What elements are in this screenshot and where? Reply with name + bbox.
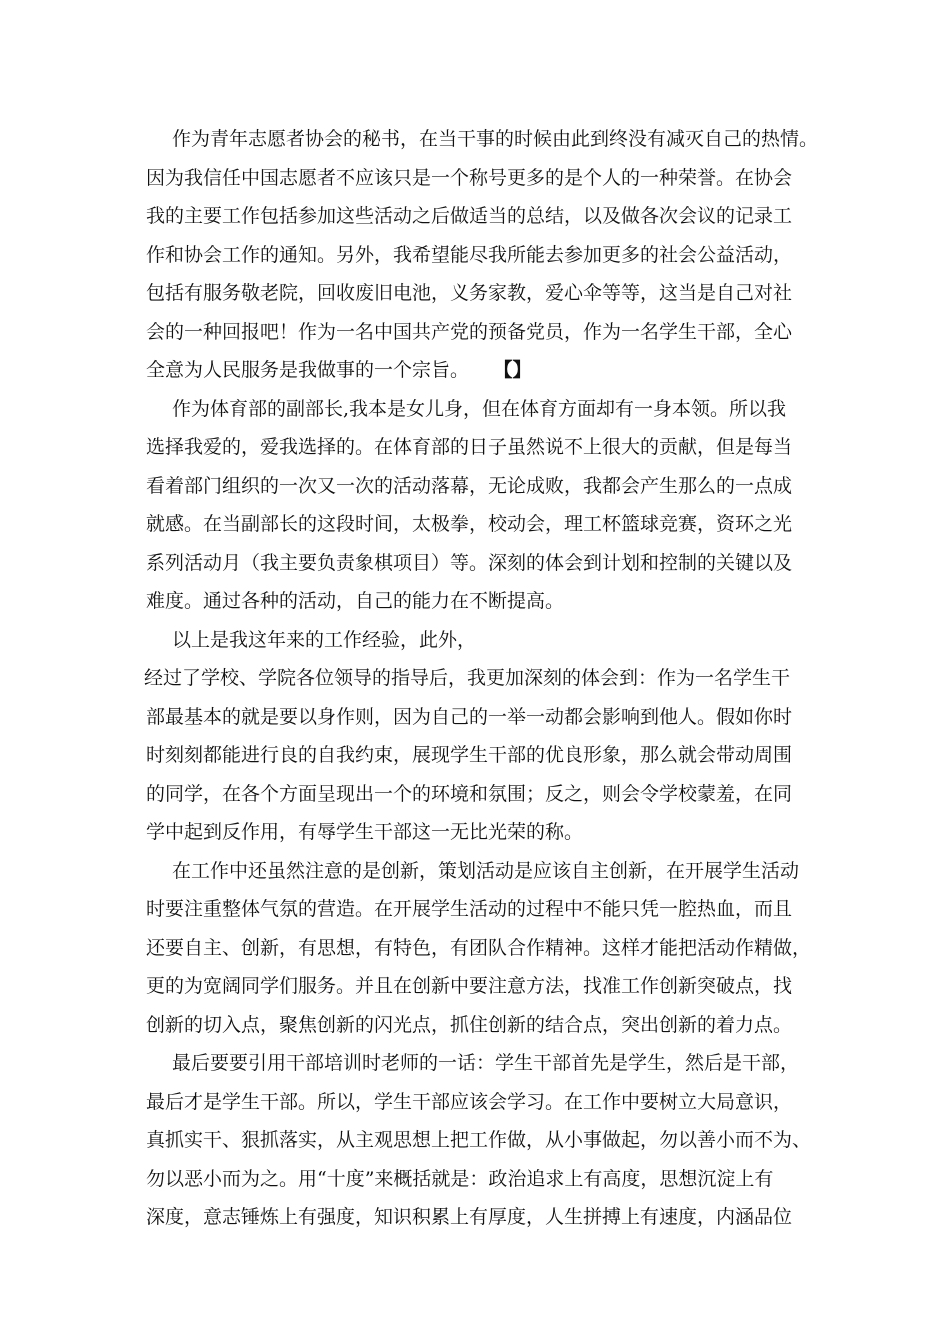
text-line: 更的为宽阔同学们服务。并且在创新中要注意方法，找准工作创新突破点，找 bbox=[146, 975, 793, 997]
text-line: 作和协会工作的通知。另外，我希望能尽我所能去参加更多的社会公益活动， bbox=[146, 243, 793, 266]
text-line: 时刻刻都能进行良的自我约束，展现学生干部的优良形象，那么就会带动周围 bbox=[146, 744, 793, 766]
text-line: 勿以恶小而为之。用“十度”来概括就是：政治追求上有高度，思想沉淀上有 bbox=[146, 1167, 774, 1190]
text-line: 还要自主、创新，有思想，有特色，有团队合作精神。这样才能把活动作精做， bbox=[146, 936, 812, 959]
text-line: 学中起到反作用，有辱学生干部这一无比光荣的称。 bbox=[146, 821, 584, 843]
text-line: 最后才是学生干部。所以，学生干部应该会学习。在工作中要树立大局意识， bbox=[146, 1090, 793, 1113]
text-line: 的同学，在各个方面呈现出一个的环境和氛围；反之，则会令学校蒙羞，在同 bbox=[146, 782, 793, 805]
text-line bbox=[146, 351, 826, 390]
text-line: 包括有服务敬老院，回收废旧电池，义务家教，爱心伞等等，这当是自己对社 bbox=[146, 282, 793, 304]
text-line: 时要注重整体气氛的营造。在开展学生活动的过程中不能只凭一腔热血，而且 bbox=[146, 898, 793, 920]
text-line: 作为体育部的副部长,我本是女儿身，但在体育方面却有一身本领。所以我 bbox=[172, 397, 787, 420]
text-line: 最后要要引用干部培训时老师的一话：学生干部首先是学生，然后是干部， bbox=[172, 1052, 800, 1074]
text-line: 难度。通过各种的活动，自己的能力在不断提高。 bbox=[146, 590, 565, 612]
text-line: 经过了学校、学院各位领导的指导后，我更加深刻的体会到：作为一名学生干 bbox=[144, 667, 791, 689]
text-line: 我的主要工作包括参加这些活动之后做适当的总结，以及做各次会议的记录工 bbox=[146, 205, 793, 227]
text-line: 在工作中还虽然注意的是创新，策划活动是应该自主创新，在开展学生活动 bbox=[172, 859, 800, 882]
text-line: 部最基本的就是要以身作则，因为自己的一举一动都会影响到他人。假如你时 bbox=[146, 705, 793, 728]
text-line: 真抓实干、狠抓落实，从主观思想上把工作做，从小事做起，勿以善小而不为、 bbox=[146, 1129, 812, 1151]
text-line: 系列活动月（我主要负责象棋项目）等。深刻的体会到计划和控制的关键以及 bbox=[146, 551, 793, 574]
text-line-content: 全意为人民服务是我做事的一个宗旨。 bbox=[146, 359, 470, 381]
text-line: 作为青年志愿者协会的秘书，在当干事的时候由此到终没有减灭自己的热情。 bbox=[172, 128, 819, 150]
text-line: 因为我信任中国志愿者不应该只是一个称号更多的是个人的一种荣誉。在协会 bbox=[146, 166, 793, 189]
text-line: 深度，意志锤炼上有强度，知识积累上有厚度，人生拼搏上有速度，内涵品位 bbox=[146, 1206, 793, 1228]
document-body bbox=[146, 120, 826, 1237]
text-line: 就感。在当副部长的这段时间，太极拳，校动会，理工杯篮球竞赛，资环之光 bbox=[146, 513, 793, 535]
text-line: 以上是我这年来的工作经验，此外， bbox=[172, 628, 477, 651]
text-line: 看着部门组织的一次又一次的活动落幕，无论成败，我都会产生那么的一点成 bbox=[146, 474, 793, 497]
bracket-mark: 【】 bbox=[503, 359, 532, 381]
text-line: 创新的切入点，聚焦创新的闪光点，抓住创新的结合点，突出创新的着力点。 bbox=[146, 1013, 793, 1036]
text-line: 会的一种回报吧！作为一名中国共产党的预备党员，作为一名学生干部，全心 bbox=[146, 320, 793, 343]
text-line: 选择我爱的，爱我选择的。在体育部的日子虽然说不上很大的贡献，但是每当 bbox=[146, 436, 793, 458]
